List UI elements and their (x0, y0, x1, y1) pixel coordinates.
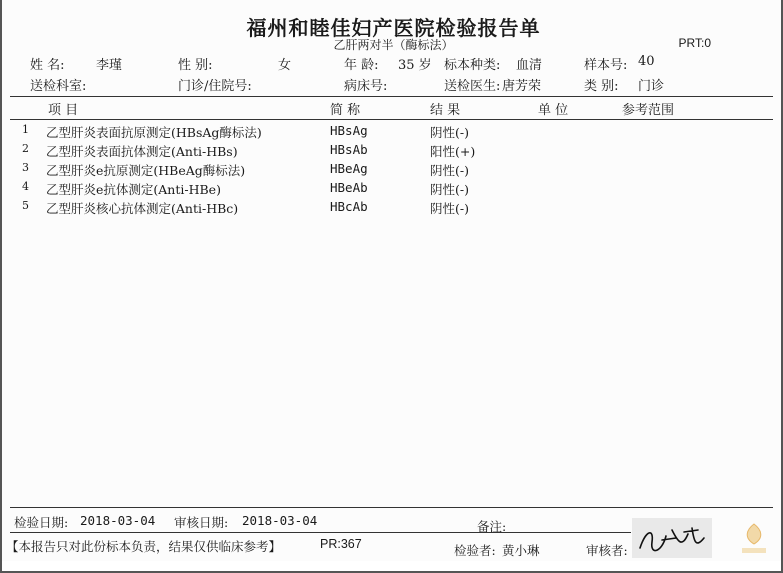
test-date-label: 检验日期: (14, 515, 69, 530)
row-item: 乙型肝炎核心抗体测定(Anti-HBc) (46, 201, 239, 216)
sample-no: 40 (638, 54, 655, 69)
hospital-title: 福州和睦佳妇产医院检验报告单 (246, 16, 541, 40)
table-row (2, 180, 783, 198)
row-no: 1 (22, 123, 29, 136)
outpatient-label: 门诊/住院号: (178, 79, 252, 94)
table-row (2, 142, 783, 160)
review-date-label: 审核日期: (174, 515, 229, 530)
row-no: 4 (22, 180, 29, 193)
row-item: 乙型肝炎表面抗体测定(Anti-HBs) (46, 144, 238, 159)
row-no: 3 (22, 161, 29, 174)
row-abbr: HBsAb (330, 142, 368, 157)
row-result: 阴性(-) (430, 125, 469, 140)
header-top-rule (10, 96, 773, 97)
pr-code: PR:367 (320, 537, 362, 551)
row-abbr: HBeAb (330, 180, 368, 195)
row-abbr: HBcAb (330, 199, 368, 214)
row-no: 5 (22, 199, 29, 212)
patient-sex: 女 (278, 58, 292, 73)
header-bottom-rule (10, 119, 773, 120)
report-subtitle: 乙肝两对半（酶标法） (333, 38, 454, 52)
dept-label: 送检科室: (30, 79, 87, 94)
row-result: 阴性(-) (430, 201, 469, 216)
table-row (2, 161, 783, 179)
row-result: 阴性(-) (430, 163, 469, 178)
prt-code: PRT:0 (678, 36, 711, 50)
row-result: 阴性(-) (430, 182, 469, 197)
patient-name: 李瑾 (96, 58, 123, 73)
tester-name: 黄小琳 (502, 543, 540, 558)
patient-age: 35 岁 (398, 58, 432, 73)
footer-top-rule (10, 507, 773, 508)
specimen-type: 血清 (516, 58, 543, 73)
row-item: 乙型肝炎表面抗原测定(HBsAg酶标法) (46, 125, 262, 140)
age-label: 年 龄: (344, 58, 379, 73)
row-result: 阳性(+) (430, 144, 476, 159)
col-abbr: 简 称 (330, 103, 361, 118)
reviewer-label: 审核者: (586, 543, 628, 558)
reviewer-signature (632, 518, 712, 558)
review-date: 2018-03-04 (242, 513, 318, 528)
bed-label: 病床号: (344, 79, 388, 94)
col-result: 结 果 (430, 103, 461, 118)
sex-label: 性 别: (178, 58, 213, 73)
watermark-logo (740, 522, 768, 556)
col-unit: 单 位 (538, 103, 569, 118)
disclaimer: 【本报告只对此份标本负责，结果仅供临床参考】 (6, 539, 282, 554)
row-item: 乙型肝炎e抗体测定(Anti-HBe) (46, 182, 221, 197)
category-value: 门诊 (638, 79, 665, 94)
col-range: 参考范围 (622, 103, 675, 118)
row-no: 2 (22, 142, 29, 155)
col-item: 项 目 (48, 103, 79, 118)
row-abbr: HBsAg (330, 123, 368, 138)
tester-label: 检验者: (454, 543, 496, 558)
footer-mid-rule (10, 532, 631, 533)
remark-label: 备注: (477, 519, 507, 534)
name-label: 姓 名: (30, 58, 65, 73)
doctor-label: 送检医生: (444, 79, 501, 94)
table-row (2, 123, 783, 141)
doctor-name: 唐芳荣 (502, 79, 542, 94)
row-item: 乙型肝炎e抗原测定(HBeAg酶标法) (46, 163, 246, 178)
specimen-type-label: 标本种类: (444, 58, 501, 73)
test-date: 2018-03-04 (80, 513, 156, 528)
row-abbr: HBeAg (330, 161, 368, 176)
sample-no-label: 样本号: (584, 58, 628, 73)
category-label: 类 别: (584, 79, 619, 94)
table-row (2, 199, 783, 217)
